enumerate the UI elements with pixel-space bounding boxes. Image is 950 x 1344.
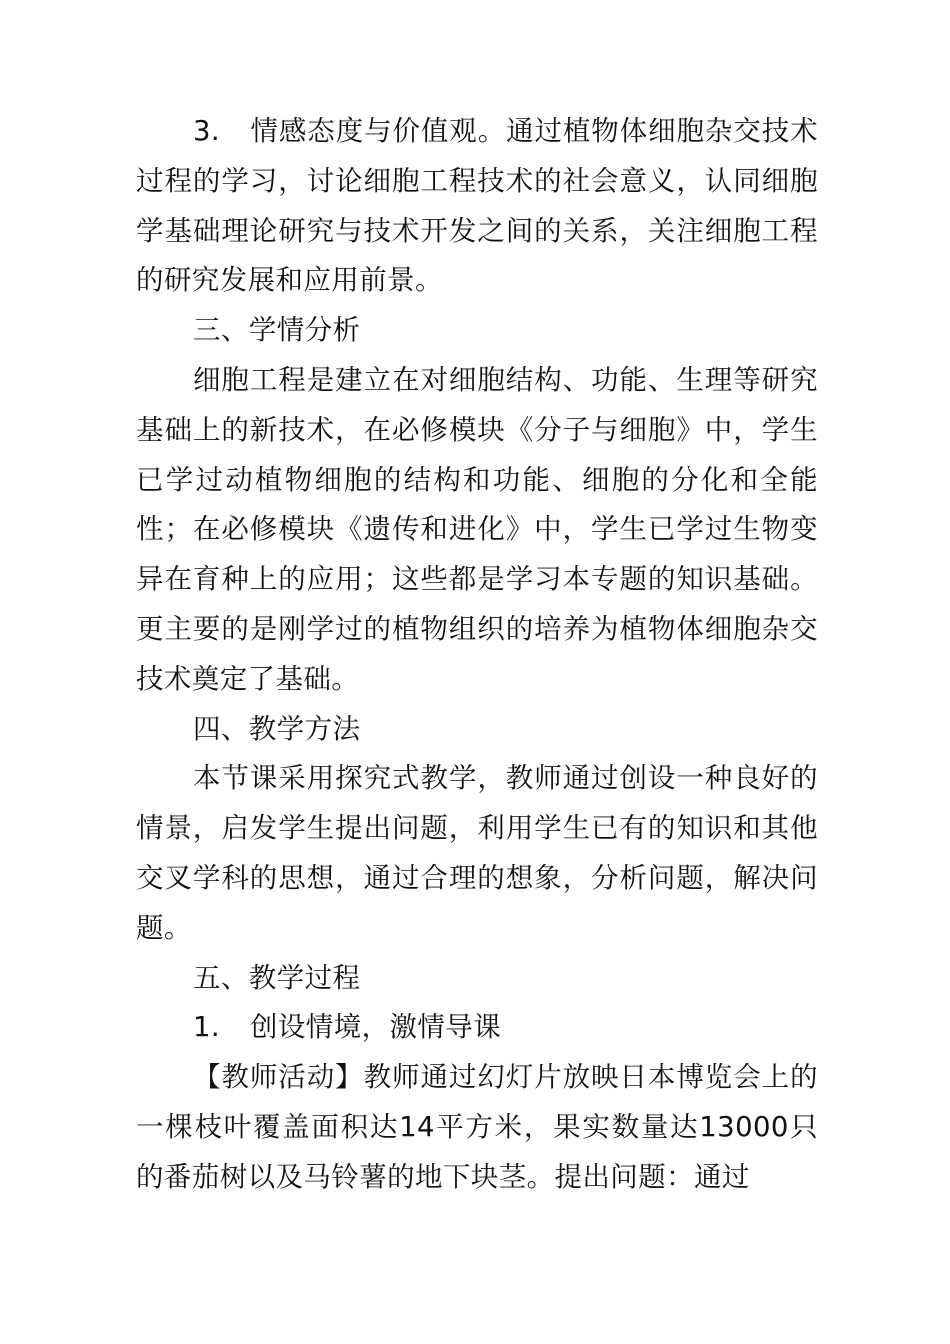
paragraph-text: 细胞工程是建立在对细胞结构、功能、生理等研究基础上的新技术，在必修模块《分子与细胞》中，学生已学过动植物细胞的结构和功能、细胞的分化和全能性；在必修模块《遗传和进化》中，学生已学过生物变异在育种上的应用；这些都是学习本专题的知识基础。更主要的是刚学过的植物组织的培养为植物体细胞杂交技术奠定了基础。 <box>136 363 818 695</box>
paragraph-text: 【教师活动】教师通过幻灯片放映日本博览会上的一棵枝叶覆盖面积达14平方米，果实数量达13000只的番茄树以及马铃薯的地下块茎。提出问题：通过 <box>136 1061 818 1193</box>
heading-text: 五、教学过程 <box>193 961 361 994</box>
paragraph-teaching-method <box>136 754 818 953</box>
section-heading-teaching-method <box>136 705 818 755</box>
section-heading-student-analysis <box>136 306 818 356</box>
document-body <box>136 107 818 1203</box>
paragraph-text: 本节课采用探究式教学，教师通过创设一种良好的情景，启发学生提出问题，利用学生已有的知识和其他交叉学科的思想，通过合理的想象，分析问题，解决问题。 <box>136 762 818 944</box>
paragraph-text: 情感态度与价值观。通过植物体细胞杂交技术过程的学习，讨论细胞工程技术的社会意义，认同细胞学基础理论研究与技术开发之间的关系，关注细胞工程的研究发展和应用前景。 <box>136 115 818 297</box>
section-heading-teaching-process <box>136 954 818 1004</box>
paragraph-emotional-goals <box>136 107 818 306</box>
heading-text: 创设情境，激情导课 <box>250 1011 502 1044</box>
heading-text: 四、教学方法 <box>193 712 361 745</box>
subheading-introduction <box>136 1003 818 1053</box>
heading-text: 三、学情分析 <box>193 314 361 347</box>
list-number: 3. <box>193 115 221 147</box>
paragraph-teacher-activity <box>136 1053 818 1202</box>
list-number: 1. <box>193 1011 221 1044</box>
paragraph-student-analysis <box>136 356 818 705</box>
